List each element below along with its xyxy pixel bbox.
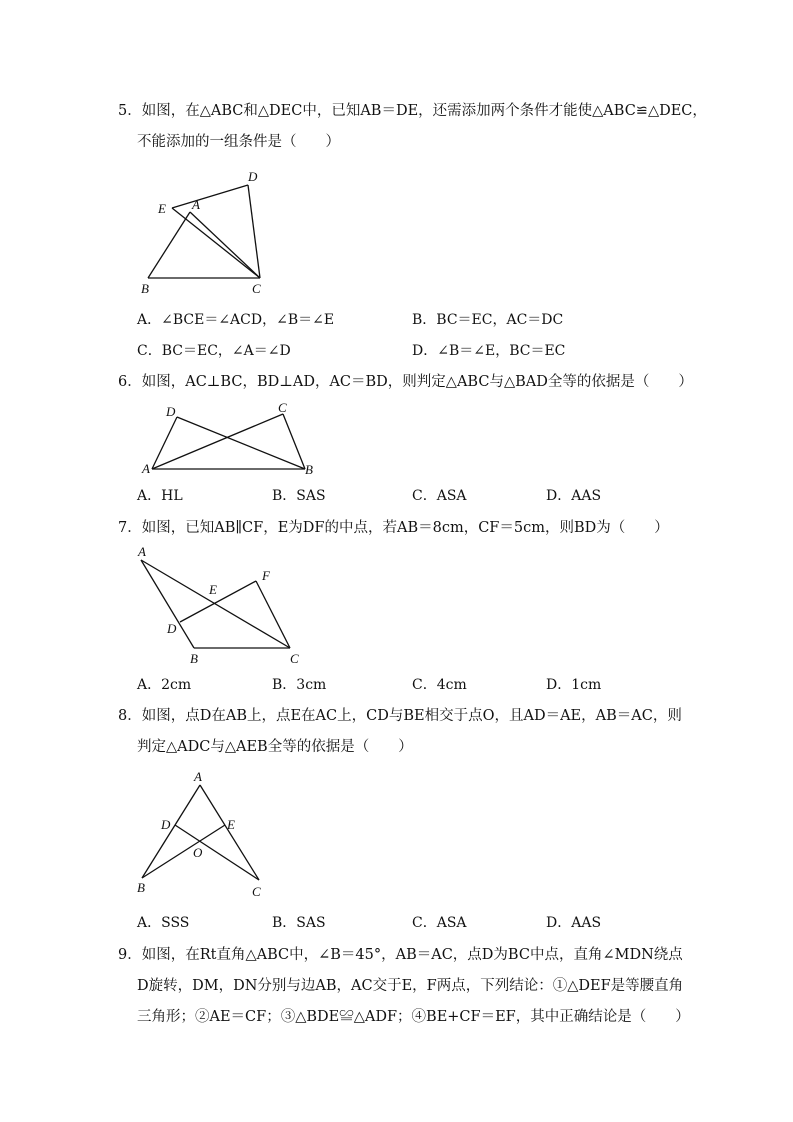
q8-label-B: B	[137, 880, 145, 895]
q5-label-E: E	[158, 201, 166, 216]
q8-label-E: E	[227, 817, 235, 832]
q6-label-C: C	[278, 400, 287, 415]
q6-label-D: D	[166, 404, 176, 419]
q8-segment-BE	[142, 825, 225, 878]
question-5-option-c[interactable]: C．BC＝EC，∠A＝∠D	[137, 343, 291, 359]
question-8-line-2: 判定△ADC与△AEB全等的依据是（ ）	[137, 739, 413, 755]
q8-label-O: O	[193, 845, 203, 860]
question-5-option-d[interactable]: D．∠B＝∠E，BC＝EC	[412, 343, 566, 359]
question-7-option-d[interactable]: D．1cm	[546, 677, 602, 693]
q5-label-B: B	[141, 281, 149, 296]
q5-label-D: D	[248, 169, 258, 184]
q7-label-B: B	[190, 651, 198, 666]
question-7-line-1: 7．如图，已知AB∥CF，E为DF的中点，若AB＝8cm，CF＝5cm，则BD为（ ）	[118, 520, 669, 536]
question-6-option-d[interactable]: D．AAS	[546, 488, 602, 504]
q5-label-A: A	[192, 197, 200, 212]
q8-segment-AC	[200, 785, 259, 880]
question-6-option-b[interactable]: B．SAS	[272, 488, 326, 504]
question-9-line-3: 三角形；②AE＝CF；③△BDE≌△ADF；④BE+CF＝EF，其中正确结论是（ ）	[137, 1009, 690, 1025]
q7-label-C: C	[290, 651, 299, 666]
question-8-option-a[interactable]: A．SSS	[137, 915, 190, 931]
question-9-line-1: 9．如图，在Rt直角△ABC中，∠B＝45°，AB＝AC，点D为BC中点，直角∠MDN绕点	[118, 947, 683, 963]
q8-label-C: C	[252, 884, 261, 899]
q8-segment-DC	[175, 825, 259, 880]
q5-label-C: C	[252, 281, 261, 296]
question-5-option-b[interactable]: B．BC＝EC，AC＝DC	[412, 312, 564, 328]
question-7-option-a[interactable]: A．2cm	[137, 677, 192, 693]
q7-label-E: E	[209, 582, 217, 597]
q7-label-A: A	[138, 544, 146, 559]
question-6-option-a[interactable]: A．HL	[137, 488, 183, 504]
question-6-line-1: 6．如图，AC⊥BC，BD⊥AD，AC＝BD，则判定△ABC与△BAD全等的依据是（ ）	[118, 374, 693, 390]
q8-label-D: D	[161, 817, 171, 832]
question-8-line-1: 8．如图，点D在AB上，点E在AC上，CD与BE相交于点O，且AD＝AE，AB＝AC，则	[118, 708, 682, 724]
question-7-option-c[interactable]: C．4cm	[412, 677, 467, 693]
question-6-option-c[interactable]: C．ASA	[412, 488, 467, 504]
q8-segment-AB	[142, 785, 200, 878]
q7-label-F: F	[262, 568, 270, 583]
q7-label-D: D	[167, 621, 177, 636]
question-5-line-1: 5．如图，在△ABC和△DEC中，已知AB＝DE，还需添加两个条件才能使△ABC≌△DEC，	[118, 103, 707, 119]
question-5-line-2: 不能添加的一组条件是（ ）	[137, 134, 340, 150]
question-8-option-b[interactable]: B．SAS	[272, 915, 326, 931]
question-8-option-c[interactable]: C．ASA	[412, 915, 467, 931]
question-9-line-2: D旋转，DM，DN分别与边AB，AC交于E，F两点，下列结论：①△DEF是等腰直角	[137, 978, 684, 994]
q6-label-B: B	[305, 462, 313, 477]
question-8-option-d[interactable]: D．AAS	[546, 915, 602, 931]
question-7-option-b[interactable]: B．3cm	[272, 677, 327, 693]
q6-label-A: A	[142, 461, 150, 476]
q8-label-A: A	[194, 769, 202, 784]
question-5-option-a[interactable]: A．∠BCE＝∠ACD，∠B＝∠E	[137, 312, 335, 328]
